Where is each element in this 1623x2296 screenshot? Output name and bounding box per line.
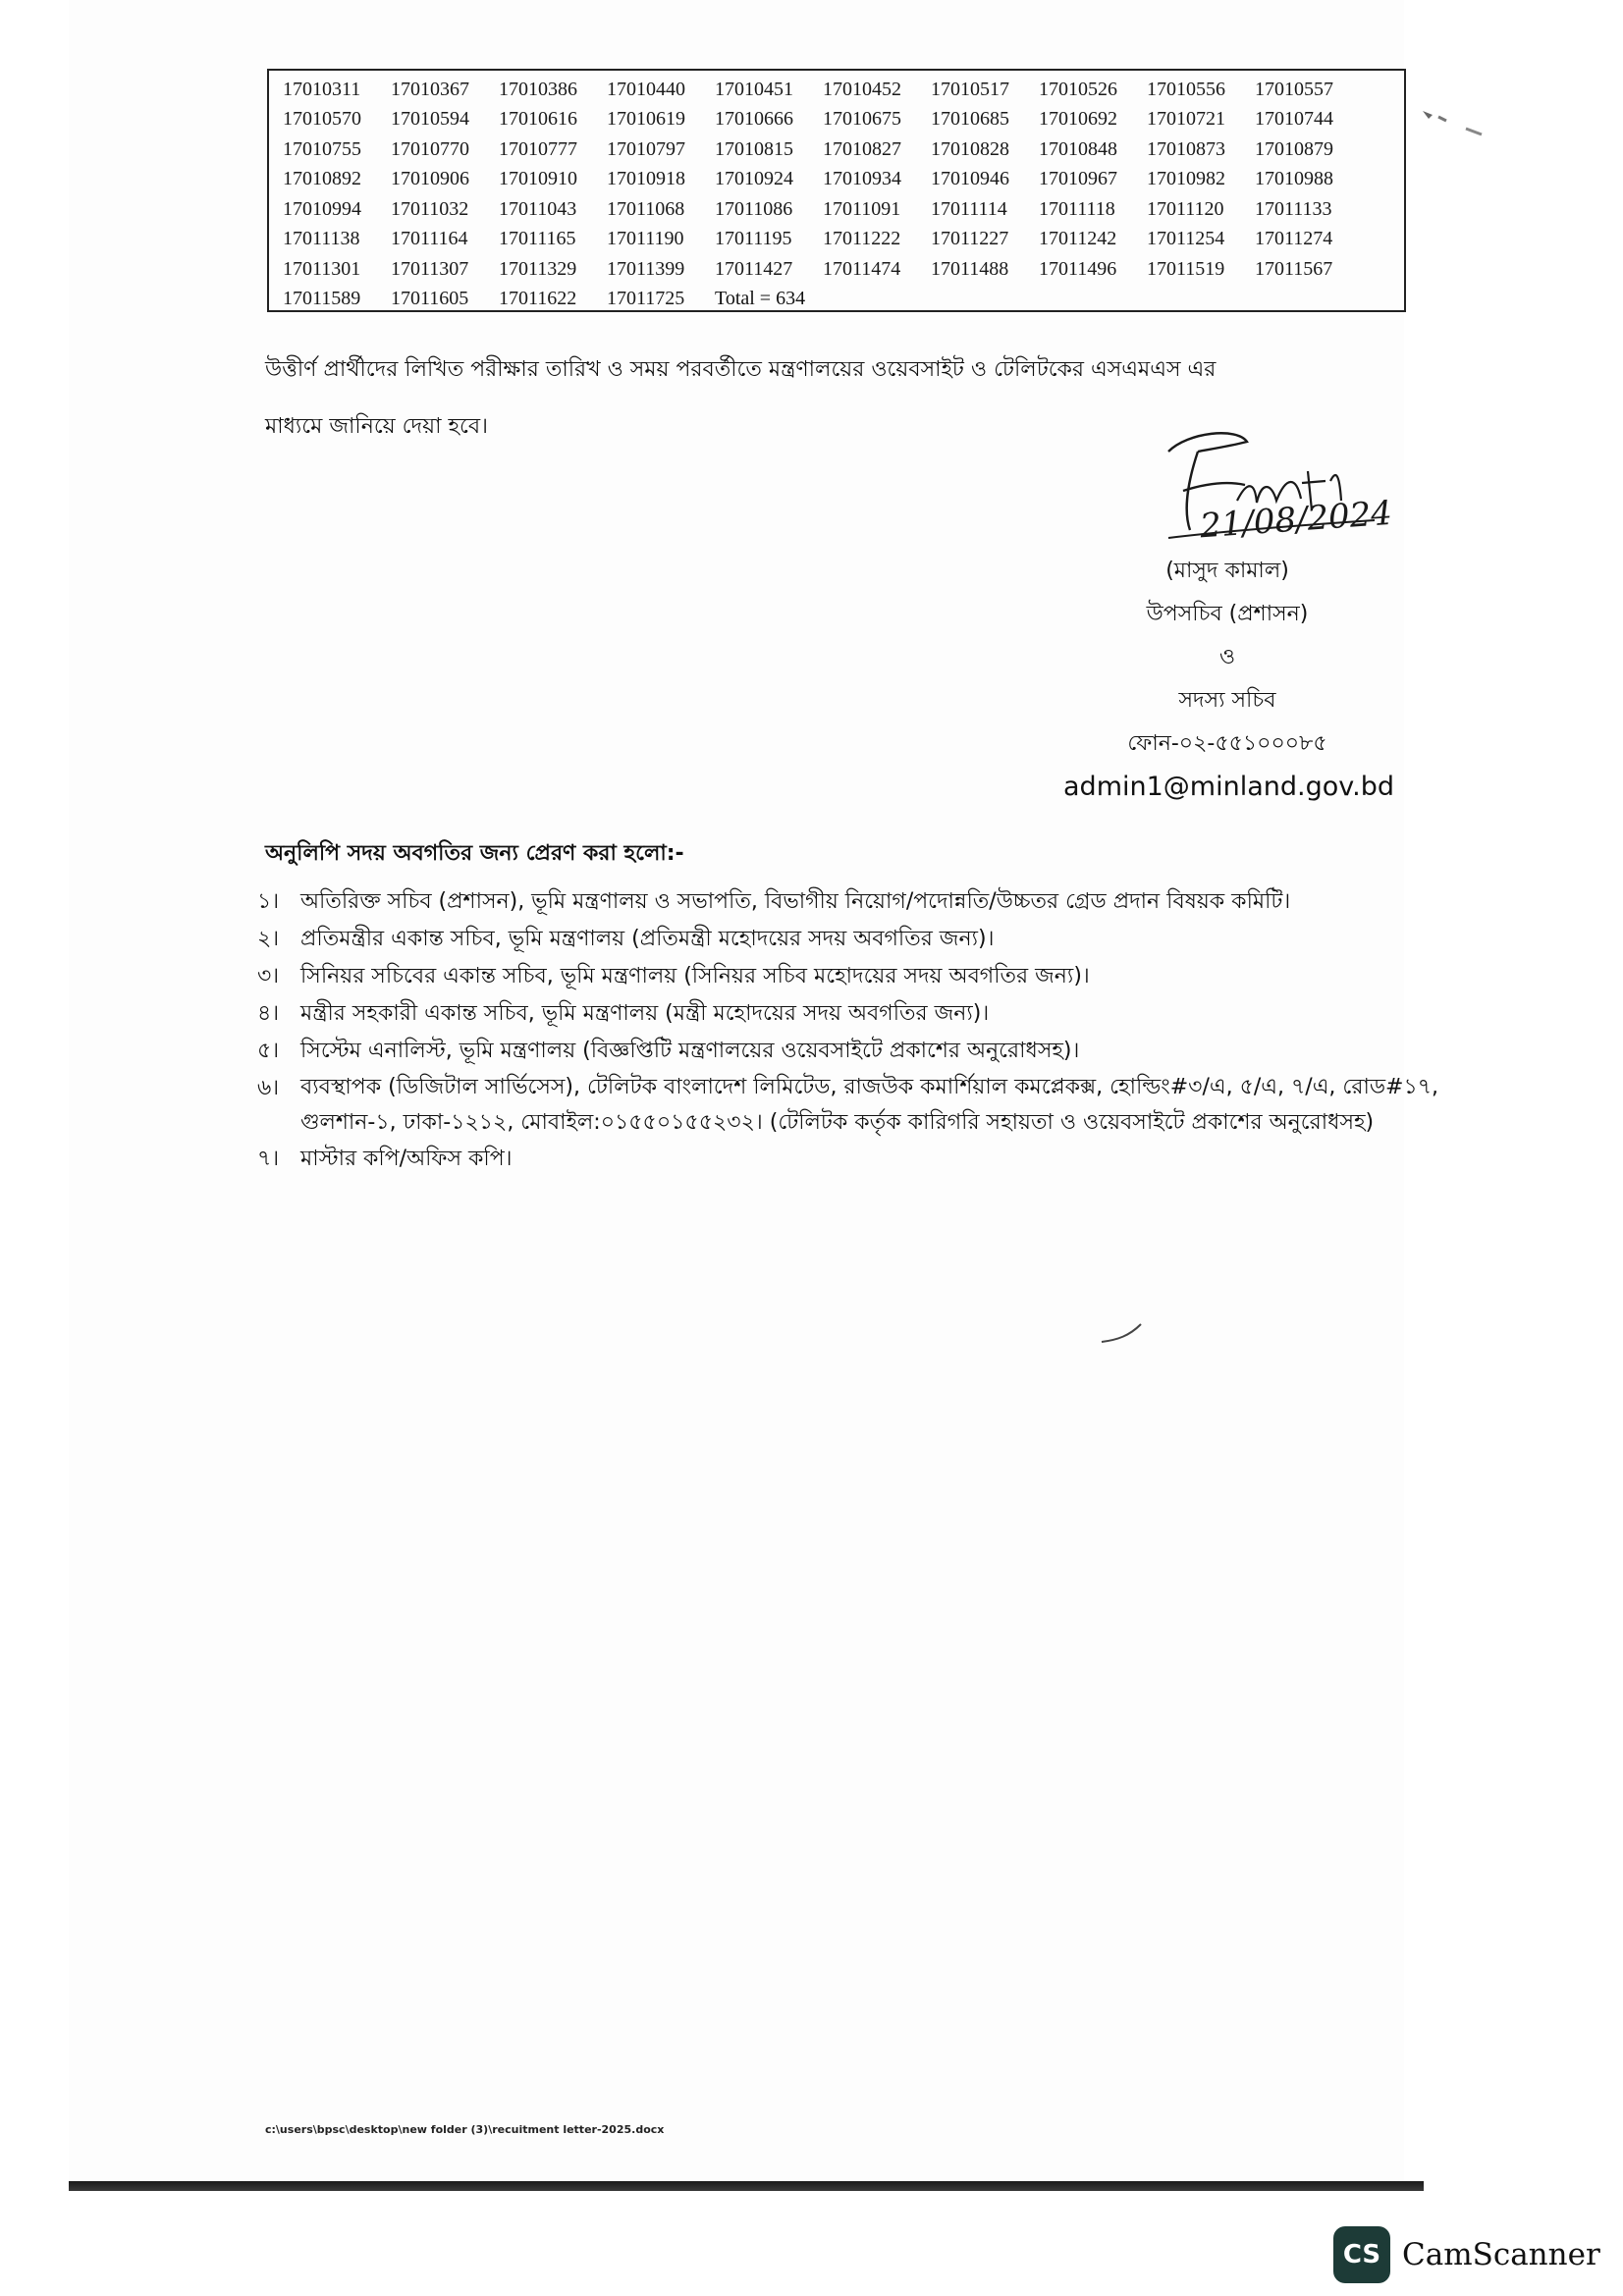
notice-line-2: মাধ্যমে জানিয়ে দেয়া হবে। [265, 414, 488, 439]
roll-number: 17010452 [823, 78, 901, 100]
copy-to-item [257, 1141, 1465, 1178]
roll-number: 17010827 [823, 137, 901, 160]
roll-number: 17010988 [1255, 168, 1333, 190]
camscanner-badge [1333, 2226, 1600, 2283]
copy-to-list [257, 883, 1465, 1178]
signatory-email: admin1@minland.gov.bd [1063, 772, 1394, 802]
copy-to-item-text: মাস্টার কপি/অফিস কপি। [300, 1147, 513, 1171]
roll-number: 17011274 [1255, 228, 1333, 250]
copy-to-item-number: ৪। [257, 1001, 280, 1026]
copy-to-item-number: ২। [257, 927, 280, 951]
roll-number: 17010556 [1147, 78, 1225, 100]
roll-number: 17010873 [1147, 137, 1225, 160]
roll-number: 17010675 [823, 108, 901, 131]
roll-number: 17010892 [283, 168, 361, 190]
roll-row [283, 254, 1394, 285]
page-edge-shadow [69, 2181, 1424, 2191]
copy-to-item-text: প্রতিমন্ত্রীর একান্ত সচিব, ভূমি মন্ত্রণালয় (প্রতিমন্ত্রী মহোদয়ের সদয় অবগতির জন্য)। [300, 927, 995, 951]
copy-to-item-text: সিস্টেম এনালিস্ট, ভূমি মন্ত্রণালয় (বিজ্ঞপ্তিটি মন্ত্রণালয়ের ওয়েবসাইটে প্রকাশের অনুরোধসহ)। [300, 1039, 1080, 1063]
roll-number: 17011043 [499, 197, 577, 220]
signatory-phone: ফোন-০২-৫৫১০০০৮৫ [1127, 731, 1327, 756]
roll-row [283, 105, 1394, 135]
roll-number: 17010777 [499, 137, 577, 160]
roll-number: 17010685 [931, 108, 1009, 131]
signature-date: 21/08/2024 [1198, 493, 1394, 547]
camscanner-logo-icon: CS [1333, 2226, 1390, 2283]
roll-number: 17010517 [931, 78, 1009, 100]
roll-number: 17010967 [1039, 168, 1117, 190]
roll-number: 17010946 [931, 168, 1009, 190]
copy-to-item-number: ৭। [257, 1147, 280, 1171]
roll-number: 17010744 [1255, 108, 1333, 131]
roll-number: 17011118 [1039, 197, 1115, 220]
roll-number: 17010721 [1147, 108, 1225, 131]
roll-number: 17010557 [1255, 78, 1333, 100]
roll-number: 17010910 [499, 168, 577, 190]
roll-number: 17010879 [1255, 137, 1333, 160]
roll-number: 17011301 [283, 257, 361, 280]
roll-number: 17010616 [499, 108, 577, 131]
roll-number: 17011254 [1147, 228, 1225, 250]
roll-number: 17010828 [931, 137, 1009, 160]
roll-number: 17010848 [1039, 137, 1117, 160]
copy-to-item [257, 1070, 1465, 1141]
copy-to-item-text: সিনিয়র সচিবের একান্ত সচিব, ভূমি মন্ত্রণালয় (সিনিয়র সচিব মহোদয়ের সদয় অবগতির জন্য)। [300, 964, 1090, 988]
copy-to-item-number: ৩। [257, 964, 280, 988]
signatory-role: সদস্য সচিব [1178, 688, 1276, 713]
roll-number: 17010906 [391, 168, 469, 190]
roll-number: 17011133 [1255, 197, 1332, 220]
roll-number: 17011227 [931, 228, 1009, 250]
roll-number: 17011399 [607, 257, 685, 280]
roll-total: Total = 634 [715, 288, 806, 310]
roll-number: 17011242 [1039, 228, 1117, 250]
roll-number: 17011307 [391, 257, 469, 280]
camscanner-name: CamScanner [1402, 2237, 1600, 2272]
handwritten-signature [1129, 422, 1414, 560]
roll-number: 17011519 [1147, 257, 1225, 280]
roll-number: 17011222 [823, 228, 901, 250]
roll-number: 17011164 [391, 228, 468, 250]
roll-number: 17010770 [391, 137, 469, 160]
copy-to-item-text: অতিরিক্ত সচিব (প্রশাসন), ভূমি মন্ত্রণালয় ও সভাপতি, বিভাগীয় নিয়োগ/পদোন্নতি/উচ্চতর গ্রেড প্রদান বিষয়ক কমিটি। [300, 889, 1291, 914]
roll-number: 17011474 [823, 257, 901, 280]
copy-to-item-number: ৬। [257, 1076, 280, 1100]
roll-number: 17011068 [607, 197, 685, 220]
roll-number: 17010755 [283, 137, 361, 160]
roll-number: 17010994 [283, 197, 361, 220]
roll-number: 17010386 [499, 78, 577, 100]
copy-to-item-text: মন্ত্রীর সহকারী একান্ত সচিব, ভূমি মন্ত্রণালয় (মন্ত্রী মহোদয়ের সদয় অবগতির জন্য)। [300, 1001, 990, 1026]
roll-number: 17011589 [283, 288, 361, 310]
roll-number: 17011622 [499, 288, 577, 310]
roll-number: 17010594 [391, 108, 469, 131]
roll-number: 17010311 [283, 78, 361, 100]
roll-number: 17011605 [391, 288, 469, 310]
roll-number: 17010918 [607, 168, 685, 190]
roll-number: 17011114 [931, 197, 1007, 220]
roll-number: 17010982 [1147, 168, 1225, 190]
roll-number: 17011195 [715, 228, 792, 250]
roll-number: 17010666 [715, 108, 793, 131]
notice-line-1: উত্তীর্ণ প্রার্থীদের লিখিত পরীক্ষার তারিখ ও সময় পরবর্তীতে মন্ত্রণালয়ের ওয়েবসাইট ও টেলিটকের এসএমএস এর [265, 357, 1217, 382]
scan-speck-mark [1419, 103, 1507, 142]
roll-number: 17011091 [823, 197, 901, 220]
roll-row [283, 285, 1394, 315]
roll-number-table [267, 69, 1406, 312]
roll-number: 17010934 [823, 168, 901, 190]
signatory-block [1021, 550, 1434, 809]
roll-number: 17010440 [607, 78, 685, 100]
footer-file-path: c:\users\bpsc\desktop\new folder (3)\recuitment letter-2025.docx [265, 2123, 665, 2136]
copy-to-item [257, 1033, 1465, 1070]
roll-number: 17011165 [499, 228, 576, 250]
roll-number: 17011567 [1255, 257, 1333, 280]
roll-number: 17010797 [607, 137, 685, 160]
roll-number: 17011496 [1039, 257, 1117, 280]
copy-to-item-number: ৫। [257, 1039, 280, 1063]
roll-row [283, 225, 1394, 255]
scan-speck-mark [1098, 1320, 1147, 1350]
roll-number: 17011120 [1147, 197, 1224, 220]
roll-number: 17010570 [283, 108, 361, 131]
signatory-conjunction: ও [1218, 645, 1236, 669]
roll-number: 17010692 [1039, 108, 1117, 131]
copy-to-item [257, 921, 1465, 958]
roll-number: 17011086 [715, 197, 793, 220]
copy-to-item [257, 995, 1465, 1033]
roll-number: 17011138 [283, 228, 360, 250]
copy-to-item-number: ১। [257, 889, 280, 914]
roll-number: 17011190 [607, 228, 684, 250]
roll-row [283, 194, 1394, 225]
roll-row [283, 165, 1394, 195]
roll-row [283, 75, 1394, 105]
roll-number: 17011427 [715, 257, 793, 280]
roll-number: 17010367 [391, 78, 469, 100]
copy-to-item-text: ব্যবস্থাপক (ডিজিটাল সার্ভিসেস), টেলিটক বাংলাদেশ লিমিটেড, রাজউক কমার্শিয়াল কমপ্লেকক্স, হোল্ডিং#৩/এ, ৫/এ, ৭/এ, রোড#১৭, গুলশান-১, ঢাকা-১২১২, মোবাইল:০১৫৫০১৫৫২৩২। (টেলিটক কর্তৃক কারিগরি সহায়তা ও ওয়েবসাইটে প্রকাশের অনুরোধসহ) [300, 1075, 1439, 1135]
roll-number: 17011725 [607, 288, 685, 310]
roll-number: 17011329 [499, 257, 577, 280]
copy-to-item [257, 883, 1465, 921]
roll-number: 17011488 [931, 257, 1009, 280]
roll-row [283, 134, 1394, 165]
roll-number: 17010619 [607, 108, 685, 131]
roll-number: 17011032 [391, 197, 469, 220]
copy-to-item [257, 958, 1465, 995]
signatory-name: (মাসুদ কামাল) [1165, 559, 1289, 583]
roll-number: 17010451 [715, 78, 793, 100]
copy-to-heading: অনুলিপি সদয় অবগতির জন্য প্রেরণ করা হলো:- [265, 841, 684, 866]
roll-number: 17010526 [1039, 78, 1117, 100]
signatory-designation: উপসচিব (প্রশাসন) [1146, 602, 1309, 626]
roll-number: 17010924 [715, 168, 793, 190]
roll-number: 17010815 [715, 137, 793, 160]
